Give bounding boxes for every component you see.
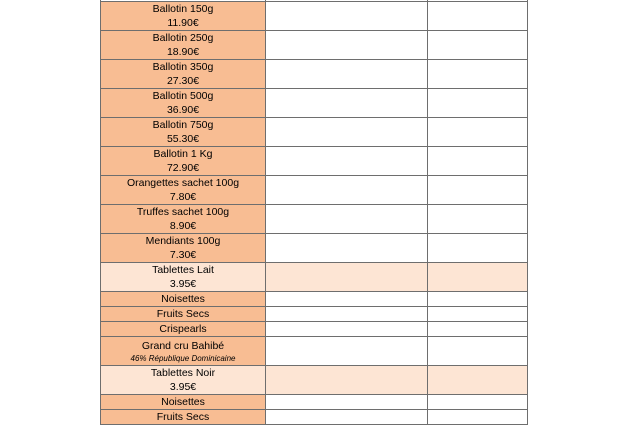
product-cell <box>101 263 266 292</box>
product-name: Fruits Secs <box>156 308 210 320</box>
table-row <box>101 118 528 147</box>
product-name: Mendiants 100g <box>145 235 221 247</box>
product-name: Noisettes <box>161 396 205 408</box>
table-row <box>101 366 528 395</box>
quantity-cell[interactable] <box>266 118 428 147</box>
total-cell[interactable] <box>428 205 528 234</box>
product-name: Noisettes <box>161 293 205 305</box>
table-row <box>101 176 528 205</box>
total-cell[interactable] <box>428 292 528 307</box>
product-price: 18.90€ <box>166 46 200 58</box>
product-price: 7.30€ <box>169 249 197 261</box>
table-row <box>101 337 528 366</box>
total-cell[interactable] <box>428 263 528 292</box>
quantity-cell[interactable] <box>266 176 428 205</box>
product-cell <box>101 118 266 147</box>
table-row <box>101 410 528 425</box>
quantity-cell[interactable] <box>266 322 428 337</box>
order-form-table <box>100 0 528 425</box>
quantity-cell[interactable] <box>266 366 428 395</box>
table-row <box>101 292 528 307</box>
order-form-body <box>101 0 528 425</box>
total-cell[interactable] <box>428 176 528 205</box>
product-name: Ballotin 150g <box>152 3 214 15</box>
total-cell[interactable] <box>428 2 528 31</box>
product-name: Crispearls <box>159 323 207 335</box>
quantity-cell[interactable] <box>266 2 428 31</box>
table-row <box>101 234 528 263</box>
total-cell[interactable] <box>428 337 528 366</box>
table-row <box>101 60 528 89</box>
product-name: Ballotin 1 Kg <box>153 148 213 160</box>
product-cell <box>101 366 266 395</box>
product-cell <box>101 322 266 337</box>
total-cell[interactable] <box>428 89 528 118</box>
product-note: 46% République Dominicaine <box>130 353 236 363</box>
quantity-cell[interactable] <box>266 89 428 118</box>
total-cell[interactable] <box>428 307 528 322</box>
product-name: Ballotin 250g <box>152 32 214 44</box>
product-name: Tablettes Lait <box>152 264 214 276</box>
quantity-cell[interactable] <box>266 263 428 292</box>
quantity-cell[interactable] <box>266 31 428 60</box>
total-cell[interactable] <box>428 118 528 147</box>
product-price: 72.90€ <box>166 162 200 174</box>
product-price: 3.95€ <box>169 278 197 290</box>
product-cell <box>101 234 266 263</box>
quantity-cell[interactable] <box>266 410 428 425</box>
quantity-cell[interactable] <box>266 337 428 366</box>
total-cell[interactable] <box>428 395 528 410</box>
quantity-cell[interactable] <box>266 395 428 410</box>
product-price: 27.30€ <box>166 75 200 87</box>
table-row <box>101 205 528 234</box>
product-cell <box>101 395 266 410</box>
table-row <box>101 89 528 118</box>
product-price: 8.90€ <box>169 220 197 232</box>
product-name: Grand cru Bahibé <box>141 339 225 352</box>
product-name: Ballotin 750g <box>152 119 214 131</box>
total-cell[interactable] <box>428 147 528 176</box>
quantity-cell[interactable] <box>266 205 428 234</box>
quantity-cell[interactable] <box>266 292 428 307</box>
product-price: 55.30€ <box>166 133 200 145</box>
table-row <box>101 263 528 292</box>
product-cell <box>101 60 266 89</box>
product-cell <box>101 176 266 205</box>
table-row <box>101 307 528 322</box>
quantity-cell[interactable] <box>266 234 428 263</box>
total-cell[interactable] <box>428 234 528 263</box>
product-cell <box>101 292 266 307</box>
product-price: 36.90€ <box>166 104 200 116</box>
product-cell <box>101 307 266 322</box>
quantity-cell[interactable] <box>266 60 428 89</box>
product-name: Orangettes sachet 100g <box>126 177 240 189</box>
product-name: Fruits Secs <box>156 411 210 423</box>
product-cell <box>101 2 266 31</box>
product-name: Tablettes Noir <box>150 367 216 379</box>
table-row <box>101 2 528 31</box>
table-row <box>101 31 528 60</box>
product-cell <box>101 337 266 366</box>
product-cell <box>101 89 266 118</box>
product-cell <box>101 147 266 176</box>
product-cell <box>101 205 266 234</box>
product-price: 3.95€ <box>169 381 197 393</box>
table-row <box>101 147 528 176</box>
product-cell <box>101 31 266 60</box>
product-price: 7.80€ <box>169 191 197 203</box>
total-cell[interactable] <box>428 366 528 395</box>
table-row <box>101 395 528 410</box>
total-cell[interactable] <box>428 322 528 337</box>
quantity-cell[interactable] <box>266 307 428 322</box>
total-cell[interactable] <box>428 31 528 60</box>
product-price: 11.90€ <box>167 17 199 29</box>
table-row <box>101 322 528 337</box>
quantity-cell[interactable] <box>266 147 428 176</box>
total-cell[interactable] <box>428 60 528 89</box>
product-name: Ballotin 500g <box>152 90 214 102</box>
total-cell[interactable] <box>428 410 528 425</box>
product-name: Truffes sachet 100g <box>136 206 230 218</box>
product-name: Ballotin 350g <box>152 61 214 73</box>
product-cell <box>101 410 266 425</box>
